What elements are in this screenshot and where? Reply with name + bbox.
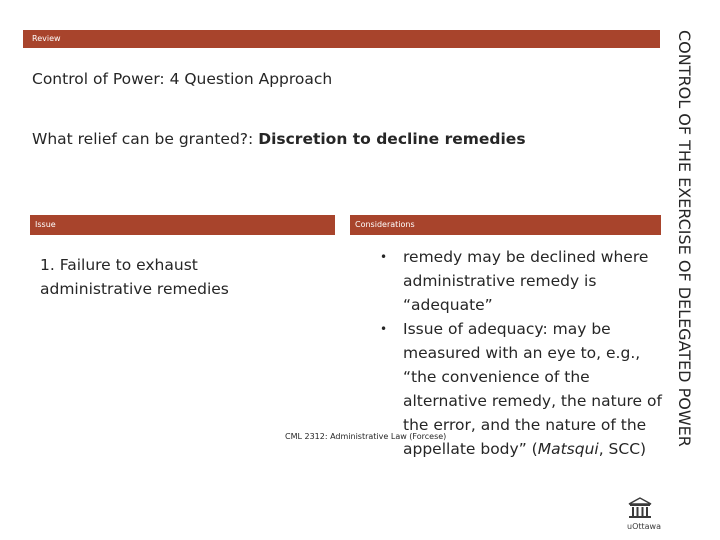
logo-text: uOttawa xyxy=(627,522,661,531)
question-prefix: What relief can be granted?: xyxy=(32,130,259,148)
consideration-text-end: , SCC) xyxy=(598,440,647,458)
bullet-icon: • xyxy=(380,250,388,264)
question-heading xyxy=(32,130,526,148)
bullet-icon: • xyxy=(380,322,388,336)
section-header-bar xyxy=(23,30,660,48)
issue-cell: 1. Failure to exhaust administrative remedies xyxy=(40,256,229,298)
considerations-list xyxy=(380,245,670,461)
section-label: Review xyxy=(32,34,61,43)
case-citation: Matsqui xyxy=(537,440,599,458)
issue-column-header: Issue xyxy=(30,215,335,235)
page-title: Control of Power: 4 Question Approach xyxy=(32,70,333,88)
footer-course-label: CML 2312: Administrative Law (Forcese) xyxy=(285,432,447,441)
considerations-column-header: Considerations xyxy=(350,215,661,235)
consideration-item xyxy=(380,245,670,317)
side-title: CONTROL OF THE EXERCISE OF DELEGATED POWER xyxy=(675,30,694,447)
consideration-text: Issue of adequacy: may be measured with an eye to, e.g., “the convenience of the alternative remedy, the nature of the error, and the nature of the appellate body” ( xyxy=(403,320,662,458)
question-emphasis: Discretion to decline remedies xyxy=(258,130,526,148)
consideration-text: remedy may be declined where administrative remedy is “adequate” xyxy=(403,248,649,314)
